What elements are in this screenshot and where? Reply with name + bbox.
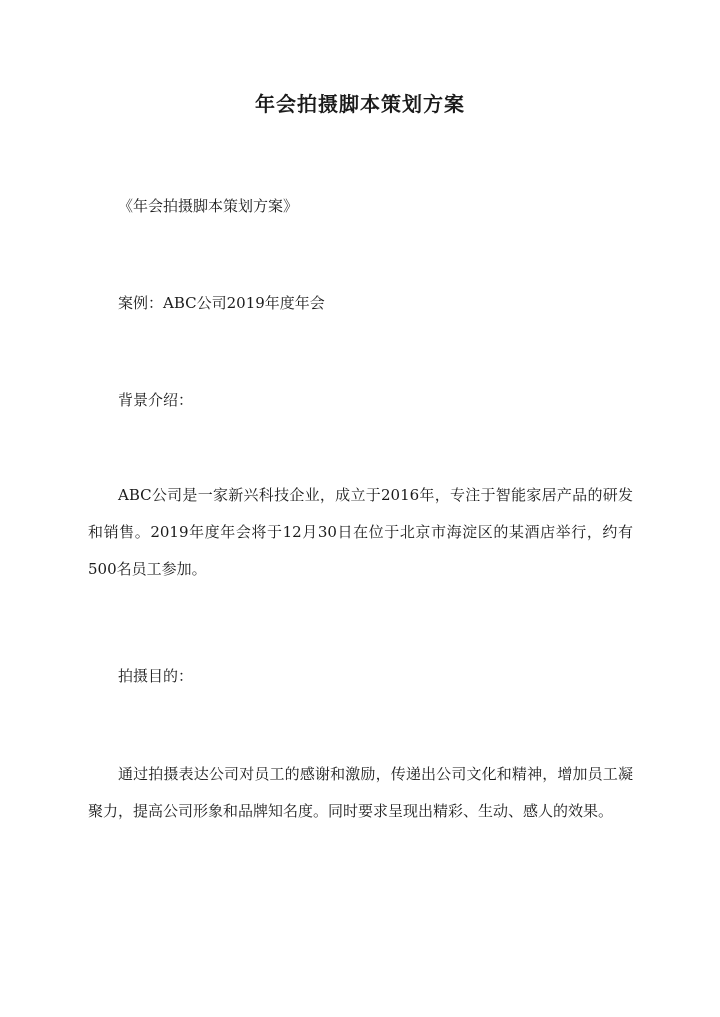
purpose-paragraph: 通过拍摄表达公司对员工的感谢和激励，传递出公司文化和精神，增加员工凝聚力，提高公司形象和品牌知名度。同时要求呈现出精彩、生动、感人的效果。 bbox=[88, 765, 633, 820]
background-paragraph: ABC公司是一家新兴科技企业，成立于2016年，专注于智能家居产品的研发和销售。2019年度年会将于12月30日在位于北京市海淀区的某酒店举行，约有500名员工参加。 bbox=[88, 486, 633, 578]
case-line: 案例：ABC公司2019年度年会 bbox=[118, 294, 325, 312]
section-heading-purpose: 拍摄目的： bbox=[118, 667, 194, 685]
document-subtitle: 《年会拍摄脚本策划方案》 bbox=[118, 197, 299, 215]
document-title: 年会拍摄脚本策划方案 bbox=[255, 92, 465, 116]
section-heading-background: 背景介绍： bbox=[118, 391, 194, 409]
